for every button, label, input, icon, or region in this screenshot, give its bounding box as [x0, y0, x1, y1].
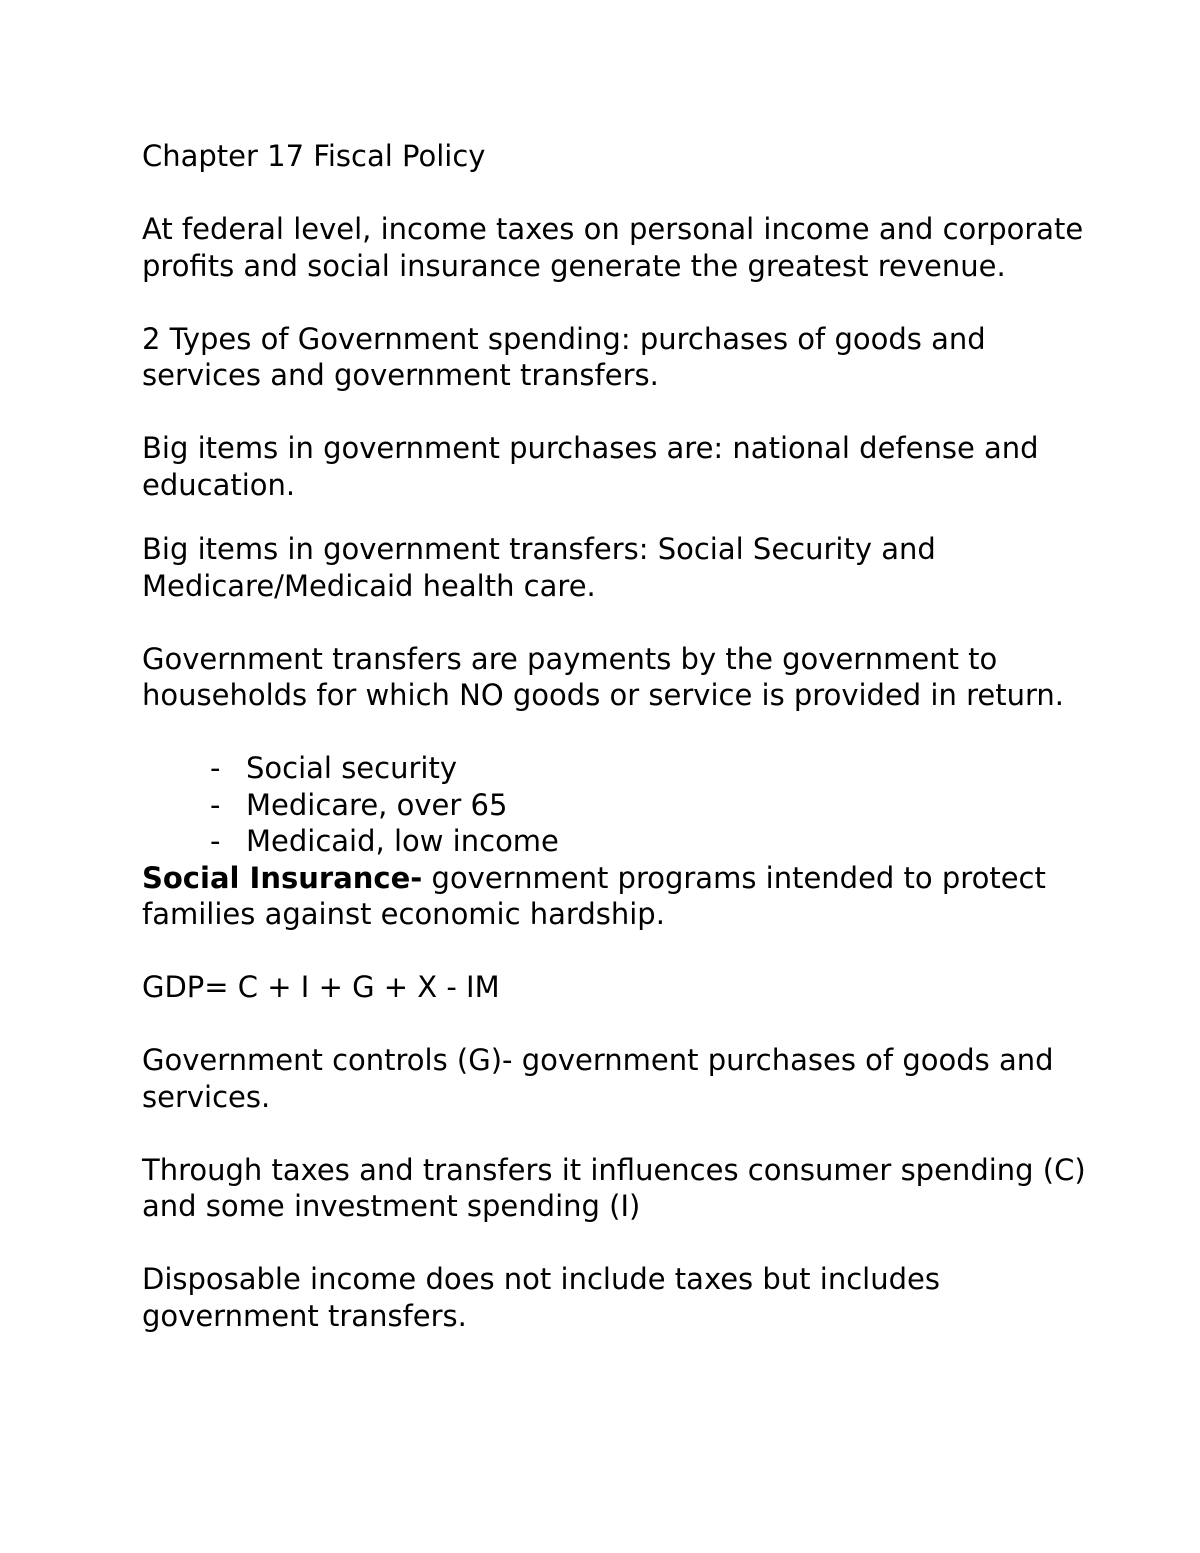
paragraph-social-insurance — [142, 860, 1102, 933]
list-item-text: Social security — [246, 751, 457, 785]
transfer-programs-list — [142, 750, 1102, 860]
gdp-formula: GDP= C + I + G + X - IM — [142, 970, 500, 1004]
social-insurance-definition: government programs intended to protect families against economic hardship. — [142, 860, 1046, 931]
document-page — [142, 138, 1102, 1334]
paragraph-transfers-definition: Government transfers are payments by the government to households for which NO goods or service is provided in return. — [142, 641, 1064, 712]
paragraph-disposable-income: Disposable income does not include taxes but includes government transfers. — [142, 1262, 940, 1333]
paragraph-federal-revenue: At federal level, income taxes on personal income and corporate profits and social insurance generate the greatest revenue. — [142, 212, 1084, 283]
document-title: Chapter 17 Fiscal Policy — [142, 139, 486, 173]
list-marker: - — [210, 751, 221, 785]
paragraph-government-controls: Government controls (G)- government purchases of goods and services. — [142, 1043, 1054, 1114]
list-item-text: Medicaid, low income — [246, 824, 559, 858]
list-item-text: Medicare, over 65 — [246, 787, 508, 822]
paragraph-government-purchases: Big items in government purchases are: national defense and education. — [142, 431, 1039, 502]
list-item — [210, 823, 1102, 860]
paragraph-taxes-transfers: Through taxes and transfers it influences consumer spending (C) and some investment spending (I) — [142, 1152, 1086, 1223]
paragraph-spending-types: 2 Types of Government spending: purchases of goods and services and government transfers. — [142, 321, 986, 392]
list-item — [210, 750, 1102, 787]
list-marker: - — [210, 824, 221, 858]
paragraph-government-transfers: Big items in government transfers: Social Security and Medicare/Medicaid health care. — [142, 532, 936, 603]
list-item — [210, 787, 1102, 824]
list-marker: - — [210, 787, 221, 822]
social-insurance-term: Social Insurance- — [142, 860, 423, 895]
